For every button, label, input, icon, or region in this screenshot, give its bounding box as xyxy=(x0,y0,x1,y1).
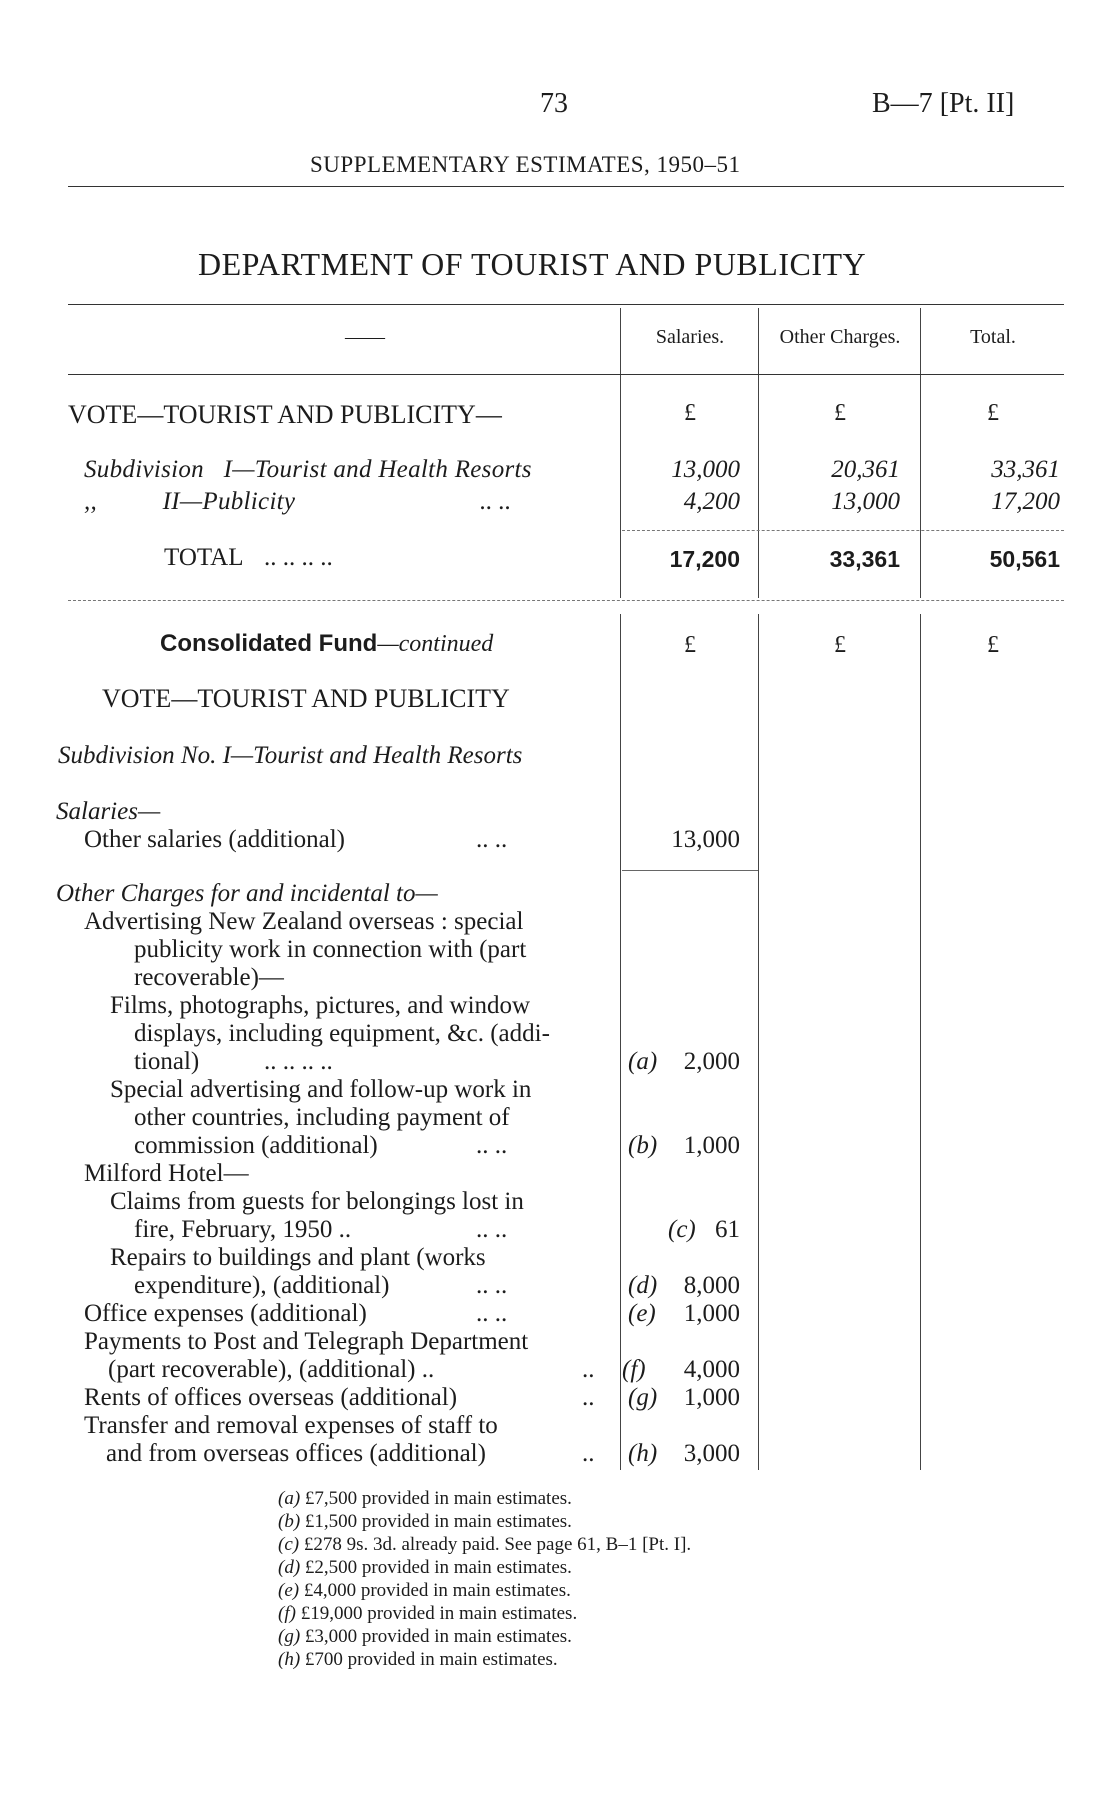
department-title: DEPARTMENT OF TOURIST AND PUBLICITY xyxy=(198,246,867,282)
footnote-b xyxy=(278,1511,572,1533)
other-charges-heading: Other Charges for and incidental to— xyxy=(56,880,438,907)
reference-part: [Pt. II] xyxy=(939,88,1015,119)
summary-row-2-total: 17,200 xyxy=(991,488,1060,515)
claims-line-1: Claims from guests for belongings lost in xyxy=(110,1188,524,1215)
detail-subdivision: Subdivision No. I—Tourist and Health Resorts xyxy=(58,742,523,769)
footnote-f xyxy=(278,1603,577,1625)
payments-note: (f) xyxy=(622,1356,646,1383)
detail-col-rule-2 xyxy=(758,614,759,1470)
header-blank: —— xyxy=(345,326,385,348)
advertising-line-3: recoverable)— xyxy=(134,964,284,991)
office-label: Office expenses (additional) xyxy=(84,1300,367,1327)
special-amount: 1,000 xyxy=(683,1132,740,1159)
payments-leaders: .. xyxy=(582,1356,595,1383)
other-salaries-leaders: .. .. xyxy=(476,826,508,853)
footnote-b-text: £1,500 provided in main estimates. xyxy=(304,1511,572,1532)
other-salaries-label: Other salaries (additional) xyxy=(84,826,346,853)
header-other-charges: Other Charges. xyxy=(779,326,901,348)
rents-note: (g) xyxy=(628,1384,658,1411)
special-note: (b) xyxy=(628,1132,658,1159)
reference-code: B—7 xyxy=(872,88,933,119)
detail-currency-total: £ xyxy=(987,632,999,658)
fund-label: Consolidated Fund xyxy=(160,630,378,657)
claims-amount: 61 xyxy=(715,1216,740,1243)
films-line-3: tional) xyxy=(134,1048,200,1075)
footnote-d-mark: (d) xyxy=(278,1557,301,1578)
footnote-c-mark: (c) xyxy=(278,1534,300,1555)
summary-top-rule xyxy=(68,304,1064,305)
header-salaries: Salaries. xyxy=(655,326,725,348)
summary-row-2-salaries: 4,200 xyxy=(683,488,740,515)
page-number: 73 xyxy=(540,88,568,119)
summary-currency-total: £ xyxy=(987,400,999,426)
office-note: (e) xyxy=(628,1300,656,1327)
payments-line-1: Payments to Post and Telegraph Department xyxy=(84,1328,529,1355)
summary-currency-other: £ xyxy=(834,400,846,426)
footnote-c xyxy=(278,1534,691,1556)
footnote-g xyxy=(278,1626,572,1648)
rents-leaders: .. xyxy=(582,1384,595,1411)
footnote-a xyxy=(278,1488,572,1510)
claims-leaders: .. .. xyxy=(476,1216,508,1243)
summary-total-total: 50,561 xyxy=(989,546,1060,572)
summary-total-label: TOTAL xyxy=(164,544,244,571)
summary-subtotal-rule xyxy=(622,530,1064,531)
footnote-g-text: £3,000 provided in main estimates. xyxy=(304,1626,572,1647)
summary-col-rule-3 xyxy=(920,308,921,598)
repairs-leaders: .. .. xyxy=(476,1272,508,1299)
footnote-h xyxy=(278,1649,558,1671)
footnote-f-text: £19,000 provided in main estimates. xyxy=(300,1603,578,1624)
document-reference xyxy=(872,88,1014,120)
special-leaders: .. .. xyxy=(476,1132,508,1159)
detail-col-rule-1 xyxy=(620,614,621,1470)
milford-heading: Milford Hotel— xyxy=(84,1160,249,1187)
summary-row-1-label: Subdivision I—Tourist and Health Resorts xyxy=(84,456,532,483)
footnote-b-mark: (b) xyxy=(278,1511,301,1532)
films-leaders: .. .. .. .. xyxy=(264,1048,333,1075)
advertising-line-1: Advertising New Zealand overseas : special xyxy=(84,908,524,935)
repairs-line-1: Repairs to buildings and plant (works xyxy=(110,1244,486,1271)
summary-row-1-salaries: 13,000 xyxy=(671,456,740,483)
transfer-line-2: and from overseas offices (additional) xyxy=(106,1440,486,1467)
salaries-subtotal-rule xyxy=(622,870,758,871)
detail-col-rule-3 xyxy=(920,614,921,1470)
payments-amount: 4,000 xyxy=(683,1356,740,1383)
claims-line-2: fire, February, 1950 .. xyxy=(134,1216,352,1243)
transfer-amount: 3,000 xyxy=(683,1440,740,1467)
detail-vote-label: VOTE—TOURIST AND PUBLICITY xyxy=(102,684,510,713)
footnote-e xyxy=(278,1580,571,1602)
office-leaders: .. .. xyxy=(476,1300,508,1327)
footnote-d-text: £2,500 provided in main estimates. xyxy=(304,1557,572,1578)
header-total: Total. xyxy=(970,326,1016,348)
fund-suffix: —continued xyxy=(377,631,494,657)
summary-header-rule xyxy=(68,374,1064,375)
summary-total-salaries: 17,200 xyxy=(669,546,740,572)
footnote-h-mark: (h) xyxy=(278,1649,301,1670)
salaries-heading: Salaries— xyxy=(56,798,161,825)
summary-col-rule-2 xyxy=(758,308,759,598)
footnote-a-mark: (a) xyxy=(278,1488,301,1509)
summary-currency-salaries: £ xyxy=(684,400,696,426)
summary-row-1-total: 33,361 xyxy=(991,456,1060,483)
summary-bottom-rule xyxy=(68,600,1064,601)
rents-label: Rents of offices overseas (additional) xyxy=(84,1384,458,1411)
special-line-1: Special advertising and follow-up work in xyxy=(110,1076,532,1103)
summary-row-2-other: 13,000 xyxy=(831,488,900,515)
films-line-1: Films, photographs, pictures, and window xyxy=(110,992,531,1019)
detail-currency-other: £ xyxy=(834,632,846,658)
footnote-a-text: £7,500 provided in main estimates. xyxy=(304,1488,572,1509)
footnote-c-text: £278 9s. 3d. already paid. See page 61, B–1 [Pt. I]. xyxy=(303,1534,692,1555)
summary-row-2-label: ,, II—Publicity xyxy=(84,488,296,515)
transfer-note: (h) xyxy=(628,1440,658,1467)
advertising-line-2: publicity work in connection with (part xyxy=(134,936,527,963)
repairs-line-2: expenditure), (additional) xyxy=(134,1272,390,1299)
summary-vote-label: VOTE—TOURIST AND PUBLICITY— xyxy=(68,400,502,429)
fund-heading xyxy=(160,630,493,658)
footnote-h-text: £700 provided in main estimates. xyxy=(304,1649,558,1670)
footnote-f-mark: (f) xyxy=(278,1603,296,1624)
repairs-amount: 8,000 xyxy=(683,1272,740,1299)
special-line-2: other countries, including payment of xyxy=(134,1104,510,1131)
films-note: (a) xyxy=(628,1048,658,1075)
claims-note: (c) xyxy=(668,1216,696,1243)
footnote-e-text: £4,000 provided in main estimates. xyxy=(303,1580,571,1601)
transfer-line-1: Transfer and removal expenses of staff to xyxy=(84,1412,498,1439)
other-salaries-amount: 13,000 xyxy=(671,826,740,853)
payments-line-2: (part recoverable), (additional) .. xyxy=(108,1356,435,1383)
running-title: SUPPLEMENTARY ESTIMATES, 1950–51 xyxy=(310,152,741,177)
footnote-e-mark: (e) xyxy=(278,1580,300,1601)
detail-currency-salaries: £ xyxy=(684,632,696,658)
summary-row-2-leaders: .. .. xyxy=(480,488,512,515)
summary-total-leaders: .. .. .. .. xyxy=(264,544,333,571)
films-amount: 2,000 xyxy=(683,1048,740,1075)
footnote-g-mark: (g) xyxy=(278,1626,301,1647)
summary-col-rule-1 xyxy=(620,308,621,598)
office-amount: 1,000 xyxy=(683,1300,740,1327)
special-line-3: commission (additional) xyxy=(134,1132,378,1159)
summary-total-other: 33,361 xyxy=(829,546,900,572)
header-rule xyxy=(68,186,1064,187)
transfer-leaders: .. xyxy=(582,1440,595,1467)
repairs-note: (d) xyxy=(628,1272,658,1299)
films-line-2: displays, including equipment, &c. (addi- xyxy=(134,1020,550,1047)
summary-row-1-other: 20,361 xyxy=(831,456,900,483)
rents-amount: 1,000 xyxy=(683,1384,740,1411)
footnote-d xyxy=(278,1557,572,1579)
